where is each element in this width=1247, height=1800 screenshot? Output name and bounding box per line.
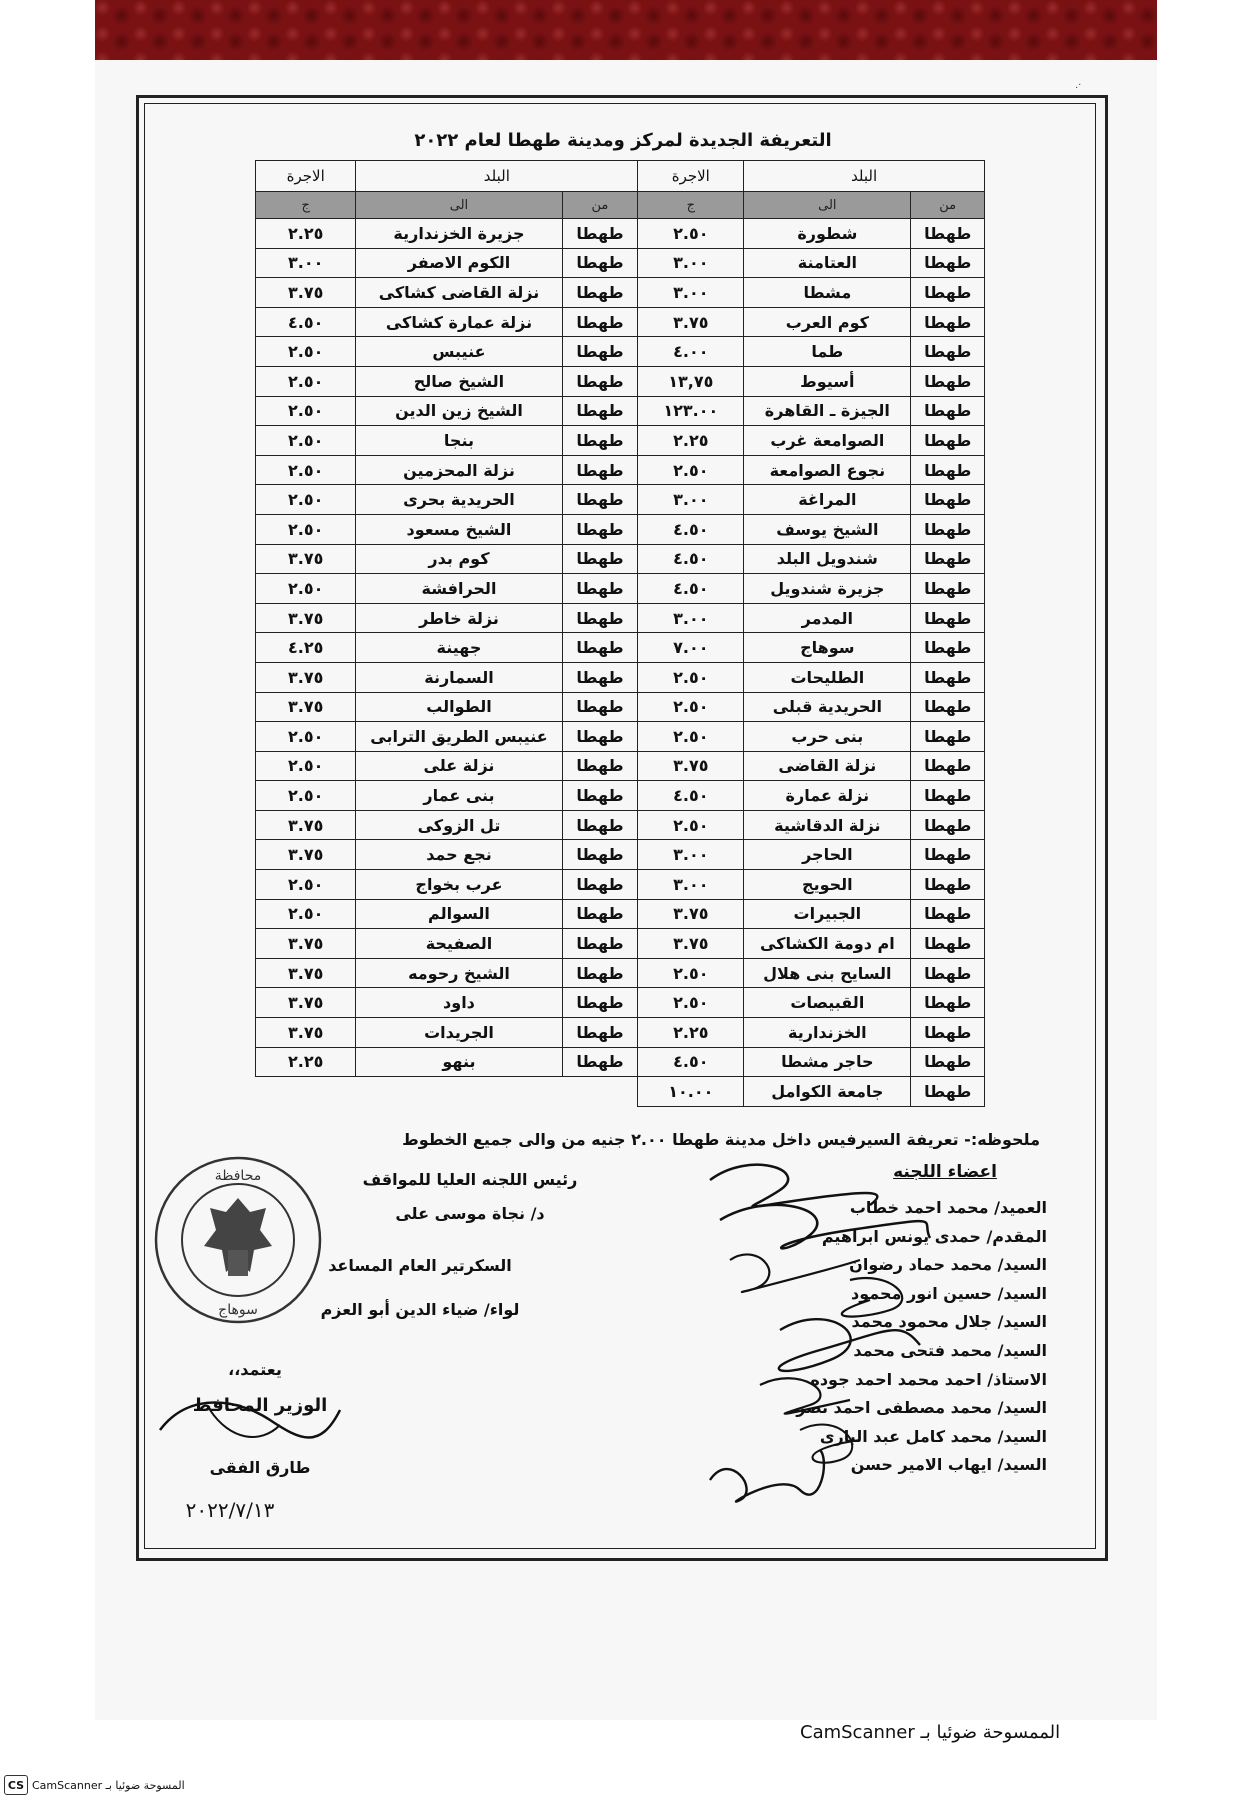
cell-to-left: نجع حمد	[356, 840, 562, 870]
cell-to-left: نزلة خاطر	[356, 603, 562, 633]
cell-to-right: شندويل البلد	[744, 544, 911, 574]
cell-to-right: نزلة القاضى	[744, 751, 911, 781]
cell-to-right: السايح بنى هلال	[744, 958, 911, 988]
subheader-from-right: من	[911, 192, 985, 219]
cell-fare-left: ٣.٧٥	[256, 840, 356, 870]
cell-fare-left: ٢.٥٠	[256, 455, 356, 485]
cell-fare-right: ٢.٥٠	[638, 692, 744, 722]
cell-from-right: طهطا	[911, 751, 985, 781]
table-row	[256, 307, 985, 337]
cell-to-right: الشيخ يوسف	[744, 514, 911, 544]
cell-fare-left: ٢.٢٥	[256, 219, 356, 249]
cell-to-right: نزلة عمارة	[744, 781, 911, 811]
table-row	[256, 455, 985, 485]
cell-to-right: نزلة الدقاشية	[744, 810, 911, 840]
table-row	[256, 574, 985, 604]
table-row	[256, 248, 985, 278]
cell-fare-right: ١٢٣.٠٠	[638, 396, 744, 426]
cell-to-right: كوم العرب	[744, 307, 911, 337]
cell-from-left: طهطا	[562, 751, 638, 781]
cell-from-right: طهطا	[911, 248, 985, 278]
cell-from-left: طهطا	[562, 485, 638, 515]
cell-to-left: الكوم الاصفر	[356, 248, 562, 278]
cell-fare-right: ٣.٠٠	[638, 248, 744, 278]
cell-to-left: عرب بخواج	[356, 870, 562, 900]
cell-from-left: طهطا	[562, 514, 638, 544]
cell-to-left: بنهو	[356, 1047, 562, 1077]
cell-fare-left	[256, 1077, 356, 1107]
cell-fare-left: ٢.٥٠	[256, 899, 356, 929]
governor-name: طارق الفقى	[209, 1458, 311, 1477]
cell-to-right: العتامنة	[744, 248, 911, 278]
cell-to-left: كوم بدر	[356, 544, 562, 574]
cell-from-left: طهطا	[562, 544, 638, 574]
cell-to-left	[356, 1077, 562, 1107]
cell-fare-right: ٢.٢٥	[638, 1018, 744, 1048]
scan-mark: .·	[1075, 80, 1082, 91]
cell-fare-right: ٢.٥٠	[638, 988, 744, 1018]
table-row	[256, 544, 985, 574]
cell-fare-right: ٢.٥٠	[638, 722, 744, 752]
cell-to-right: المدمر	[744, 603, 911, 633]
cell-from-right: طهطا	[911, 781, 985, 811]
cell-from-right: طهطا	[911, 544, 985, 574]
subheader-currency-left: ج	[256, 192, 356, 219]
committee-member: العميد/ محمد احمد خطاب	[849, 1198, 1047, 1217]
cell-to-right: الجيزة ـ القاهرة	[744, 396, 911, 426]
cell-from-right: طهطا	[911, 1018, 985, 1048]
cell-from-right: طهطا	[911, 870, 985, 900]
cell-to-right: جامعة الكوامل	[744, 1077, 911, 1107]
cell-from-right: طهطا	[911, 366, 985, 396]
cell-fare-left: ٢.٥٠	[256, 751, 356, 781]
cell-fare-right: ٣.٠٠	[638, 278, 744, 308]
cell-to-right: سوهاج	[744, 633, 911, 663]
cell-from-left: طهطا	[562, 455, 638, 485]
cell-to-left: الحرافشة	[356, 574, 562, 604]
cell-to-left: عنيبس	[356, 337, 562, 367]
cell-from-right: طهطا	[911, 810, 985, 840]
cell-to-left: داود	[356, 988, 562, 1018]
cell-from-left: طهطا	[562, 574, 638, 604]
camscanner-footer-text: CamScanner المسوحة ضوئيا بـ	[32, 1778, 185, 1792]
cell-to-right: الجبيرات	[744, 899, 911, 929]
committee-member: السيد/ حسين انور محمود	[851, 1283, 1047, 1303]
committee-member: السيد/ محمد مصطفى احمد نصر	[796, 1398, 1047, 1418]
cell-fare-left: ٣.٧٥	[256, 958, 356, 988]
table-row	[256, 603, 985, 633]
cell-from-left: طهطا	[562, 307, 638, 337]
cell-fare-left: ٣.٧٥	[256, 544, 356, 574]
cell-fare-right: ٣.٠٠	[638, 485, 744, 515]
cell-to-left: الشيخ مسعود	[356, 514, 562, 544]
cell-from-right: طهطا	[911, 485, 985, 515]
table-row	[256, 929, 985, 959]
cell-from-left: طهطا	[562, 662, 638, 692]
cell-fare-left: ٢.٥٠	[256, 781, 356, 811]
cell-from-right: طهطا	[911, 426, 985, 456]
cell-fare-left: ٣.٧٥	[256, 1018, 356, 1048]
cell-to-right: ام دومة الكشاكى	[744, 929, 911, 959]
cell-to-left: الطوالب	[356, 692, 562, 722]
header-balad-left: البلد	[356, 161, 638, 192]
governor-label: الوزير المحافظ	[192, 1395, 328, 1416]
cell-to-right: الطليحات	[744, 662, 911, 692]
cell-fare-left: ٢.٥٠	[256, 337, 356, 367]
cell-from-right: طهطا	[911, 929, 985, 959]
tariff-table	[255, 160, 985, 1107]
cell-fare-right: ٤.٥٠	[638, 574, 744, 604]
cell-to-left: نزلة المحزمين	[356, 455, 562, 485]
cell-to-left: عنيبس الطريق الترابى	[356, 722, 562, 752]
cell-to-right: جزيرة شندويل	[744, 574, 911, 604]
committee-member: السيد/ ايهاب الامير حسن	[850, 1455, 1047, 1475]
cell-fare-left: ٣.٧٥	[256, 929, 356, 959]
cell-fare-left: ٢.٥٠	[256, 426, 356, 456]
cell-from-left: طهطا	[562, 840, 638, 870]
committee-member: السيد/ محمد فتحى محمد	[853, 1341, 1047, 1360]
cell-from-left: طهطا	[562, 1047, 638, 1077]
cell-fare-right: ٤.٥٠	[638, 514, 744, 544]
secretary-label: السكرتير العام المساعد	[328, 1256, 512, 1275]
cell-fare-left: ٣.٧٥	[256, 603, 356, 633]
cell-from-right: طهطا	[911, 219, 985, 249]
cell-from-left: طهطا	[562, 810, 638, 840]
cell-fare-left: ٢.٥٠	[256, 870, 356, 900]
cell-fare-left: ٢.٥٠	[256, 722, 356, 752]
cell-to-right: الخزندارية	[744, 1018, 911, 1048]
cell-to-left: الجريدات	[356, 1018, 562, 1048]
cell-fare-left: ٢.٥٠	[256, 485, 356, 515]
cell-from-left: طهطا	[562, 988, 638, 1018]
cell-fare-right: ٤.٥٠	[638, 781, 744, 811]
table-row	[256, 278, 985, 308]
chair-name: د/ نجاة موسى على	[395, 1204, 545, 1223]
cell-fare-right: ٤.٥٠	[638, 544, 744, 574]
cell-fare-right: ٣.٧٥	[638, 751, 744, 781]
table-row	[256, 1018, 985, 1048]
table-row	[256, 1047, 985, 1077]
table-row	[256, 810, 985, 840]
table-row	[256, 692, 985, 722]
subheader-to-left: الى	[356, 192, 562, 219]
cell-to-left: السمارنة	[356, 662, 562, 692]
table-row	[256, 633, 985, 663]
cell-from-right: طهطا	[911, 603, 985, 633]
cell-to-left: بنى عمار	[356, 781, 562, 811]
cell-to-left: نزلة القاضى كشاكى	[356, 278, 562, 308]
cell-fare-right: ٢.٥٠	[638, 810, 744, 840]
cell-fare-left: ٤.٢٥	[256, 633, 356, 663]
table-row	[256, 485, 985, 515]
cell-from-left: طهطا	[562, 248, 638, 278]
table-row	[256, 366, 985, 396]
tariff-table-body	[256, 219, 985, 1107]
table-row	[256, 396, 985, 426]
cell-to-right: المراغة	[744, 485, 911, 515]
cell-fare-right: ٤.٥٠	[638, 1047, 744, 1077]
cell-from-right: طهطا	[911, 396, 985, 426]
cell-from-left: طهطا	[562, 366, 638, 396]
cell-from-right: طهطا	[911, 337, 985, 367]
cell-fare-right: ٢.٥٠	[638, 219, 744, 249]
cell-fare-left: ٣.٧٥	[256, 662, 356, 692]
camscanner-logo-icon: CS	[4, 1775, 28, 1795]
cell-to-right: أسيوط	[744, 366, 911, 396]
cell-from-right: طهطا	[911, 1077, 985, 1107]
signature-date: ٢٠٢٢/٧/١٣	[185, 1498, 275, 1522]
cell-to-right: طما	[744, 337, 911, 367]
cell-fare-right: ٧.٠٠	[638, 633, 744, 663]
cell-from-right: طهطا	[911, 988, 985, 1018]
cell-fare-right: ٣.٠٠	[638, 870, 744, 900]
cell-from-left: طهطا	[562, 278, 638, 308]
cell-from-right: طهطا	[911, 692, 985, 722]
cell-to-left: الحريدية بحرى	[356, 485, 562, 515]
governorate-seal-icon	[148, 1150, 328, 1330]
cell-fare-right: ٤.٠٠	[638, 337, 744, 367]
governor-signature	[150, 1370, 350, 1460]
cell-from-left: طهطا	[562, 426, 638, 456]
cell-from-left: طهطا	[562, 929, 638, 959]
cell-fare-left: ٢.٥٠	[256, 514, 356, 544]
cell-from-left: طهطا	[562, 870, 638, 900]
cell-fare-left: ٣.٧٥	[256, 988, 356, 1018]
cell-fare-left: ٢.٥٠	[256, 396, 356, 426]
chair-label: رئيس اللجنه العليا للمواقف	[362, 1170, 578, 1189]
cell-fare-right: ٣.٠٠	[638, 840, 744, 870]
cell-from-left: طهطا	[562, 337, 638, 367]
cell-from-right: طهطا	[911, 574, 985, 604]
committee-member: السيد/ محمد حماد رضوان	[849, 1255, 1047, 1275]
cell-to-left: السوالم	[356, 899, 562, 929]
cell-fare-right: ٣.٧٥	[638, 929, 744, 959]
cell-fare-right: ١٠.٠٠	[638, 1077, 744, 1107]
table-row	[256, 662, 985, 692]
cell-to-right: القبيصات	[744, 988, 911, 1018]
document-title: التعريفة الجديدة لمركز ومدينة طهطا لعام ٢٠٢٢	[414, 130, 832, 151]
cell-fare-right: ٣.٧٥	[638, 307, 744, 337]
cell-from-left	[562, 1077, 638, 1107]
committee-title: اعضاء اللجنه	[893, 1162, 997, 1182]
table-row	[256, 337, 985, 367]
cell-fare-left: ٣.٠٠	[256, 248, 356, 278]
cell-from-right: طهطا	[911, 455, 985, 485]
header-balad-right: البلد	[744, 161, 985, 192]
cell-from-left: طهطا	[562, 1018, 638, 1048]
committee-member: الاستاذ/ احمد محمد احمد جوده	[810, 1369, 1047, 1389]
cell-to-right: حاجر مشطا	[744, 1047, 911, 1077]
cell-to-right: شطورة	[744, 219, 911, 249]
seal-bottom-text: سوهاج	[218, 1302, 258, 1318]
committee-member: السيد/ جلال محمود محمد	[851, 1312, 1047, 1332]
cell-from-right: طهطا	[911, 278, 985, 308]
cell-to-left: بنجا	[356, 426, 562, 456]
cell-to-right: الصوامعة غرب	[744, 426, 911, 456]
table-row	[256, 219, 985, 249]
cell-to-right: مشطا	[744, 278, 911, 308]
cell-from-left: طهطا	[562, 692, 638, 722]
cell-to-right: بنى حرب	[744, 722, 911, 752]
table-row	[256, 514, 985, 544]
cell-from-left: طهطا	[562, 722, 638, 752]
cell-from-left: طهطا	[562, 603, 638, 633]
committee-signatures	[690, 1150, 1020, 1520]
cell-to-left: الشيخ رحومه	[356, 958, 562, 988]
table-row	[256, 870, 985, 900]
subheader-currency-right: ج	[638, 192, 744, 219]
cell-from-right: طهطا	[911, 662, 985, 692]
cell-fare-right: ٢.٥٠	[638, 455, 744, 485]
cell-from-left: طهطا	[562, 219, 638, 249]
table-row	[256, 840, 985, 870]
cell-to-left: الشيخ زين الدين	[356, 396, 562, 426]
cell-from-right: طهطا	[911, 307, 985, 337]
cell-to-left: الصفيحة	[356, 929, 562, 959]
cell-to-left: جهينة	[356, 633, 562, 663]
header-ujra-right: الاجرة	[638, 161, 744, 192]
cell-fare-right: ٢.٥٠	[638, 662, 744, 692]
table-row	[256, 899, 985, 929]
service-fare-note: ملحوظه:- تعريفة السيرفيس داخل مدينة طهطا ٢.٠٠ جنيه من والى جميع الخطوط	[402, 1130, 1040, 1149]
secretary-name: لواء/ ضياء الدين أبو العزم	[320, 1300, 520, 1319]
table-row	[256, 988, 985, 1018]
cell-fare-right: ١٣,٧٥	[638, 366, 744, 396]
table-row	[256, 781, 985, 811]
subheader-from-left: من	[562, 192, 638, 219]
camscanner-caption: الممسوحة ضوئيا بـ CamScanner	[800, 1722, 1061, 1743]
cell-from-right: طهطا	[911, 958, 985, 988]
cell-fare-right: ٣.٧٥	[638, 899, 744, 929]
cell-fare-left: ٣.٧٥	[256, 692, 356, 722]
cell-fare-right: ٣.٠٠	[638, 603, 744, 633]
cell-fare-left: ٣.٧٥	[256, 810, 356, 840]
cell-from-right: طهطا	[911, 722, 985, 752]
cell-to-right: الحريدية قبلى	[744, 692, 911, 722]
cell-to-right: نجوع الصوامعة	[744, 455, 911, 485]
committee-member: السيد/ محمد كامل عبد البارى	[819, 1426, 1047, 1446]
cell-to-left: نزلة على	[356, 751, 562, 781]
cell-to-left: الشيخ صالح	[356, 366, 562, 396]
cell-fare-left: ٤.٥٠	[256, 307, 356, 337]
cell-to-right: الحاجر	[744, 840, 911, 870]
cell-from-right: طهطا	[911, 899, 985, 929]
cell-to-left: نزلة عمارة كشاكى	[356, 307, 562, 337]
table-row	[256, 751, 985, 781]
cell-fare-right: ٢.٢٥	[638, 426, 744, 456]
cell-fare-left: ٢.٢٥	[256, 1047, 356, 1077]
cell-from-left: طهطا	[562, 633, 638, 663]
cell-to-left: تل الزوكى	[356, 810, 562, 840]
seal-top-text: محافظة	[214, 1168, 262, 1184]
cell-from-right: طهطا	[911, 1047, 985, 1077]
approval-label: يعتمد،،	[228, 1360, 282, 1379]
cell-from-left: طهطا	[562, 781, 638, 811]
cell-from-left: طهطا	[562, 899, 638, 929]
committee-member: المقدم/ حمدى يونس ابراهيم	[821, 1226, 1047, 1246]
table-row	[256, 426, 985, 456]
cell-from-left: طهطا	[562, 396, 638, 426]
table-row	[256, 1077, 985, 1107]
table-row	[256, 958, 985, 988]
cell-fare-left: ٢.٥٠	[256, 366, 356, 396]
cell-fare-right: ٢.٥٠	[638, 958, 744, 988]
cell-to-left: جزيرة الخزندارية	[356, 219, 562, 249]
cell-from-right: طهطا	[911, 840, 985, 870]
subheader-to-right: الى	[744, 192, 911, 219]
cell-fare-left: ٢.٥٠	[256, 574, 356, 604]
table-row	[256, 722, 985, 752]
camscanner-footer	[4, 1775, 185, 1795]
header-ujra-left: الاجرة	[256, 161, 356, 192]
cell-from-right: طهطا	[911, 514, 985, 544]
cell-from-left: طهطا	[562, 958, 638, 988]
cell-from-right: طهطا	[911, 633, 985, 663]
cell-fare-left: ٣.٧٥	[256, 278, 356, 308]
cell-to-right: الحويج	[744, 870, 911, 900]
table-header-row	[256, 161, 985, 192]
table-subheader-row	[256, 192, 985, 219]
